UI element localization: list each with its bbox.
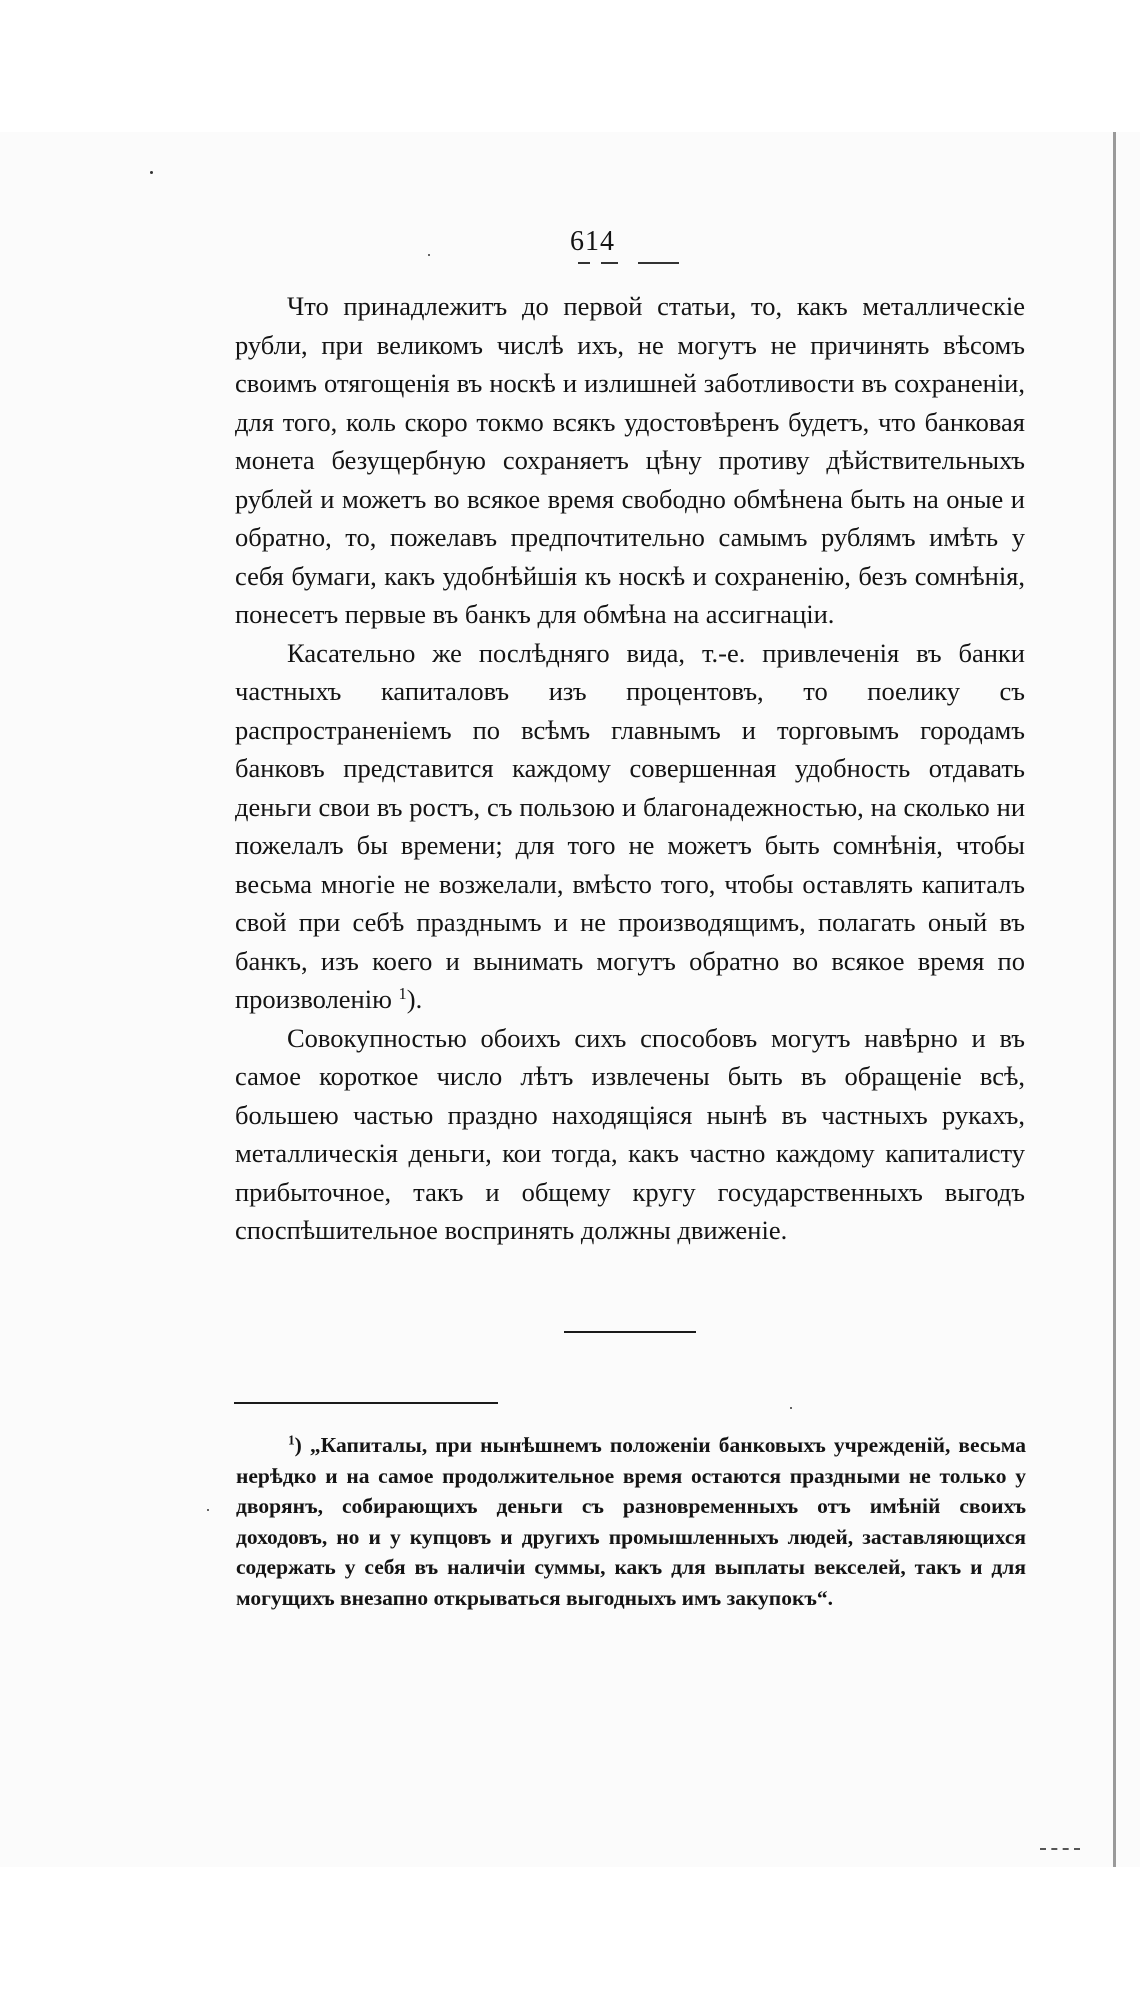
ink-speck bbox=[207, 1509, 209, 1511]
ink-speck bbox=[428, 254, 430, 256]
section-divider bbox=[564, 1331, 696, 1333]
body-text bbox=[235, 287, 1025, 1250]
edge-mark bbox=[1040, 1848, 1080, 1850]
footnote-paragraph bbox=[236, 1430, 1026, 1613]
footnote-text: „Капиталы, при нынѣшнемъ положеніи банковыхъ учрежденій, весьма нерѣдко и на самое продолжительное время остаются праздными не только у дворянъ, собирающихъ деньги съ разновременныхъ отъ имѣній своихъ доходовъ, но и у купцовъ и другихъ промышленныхъ людей, заставляющихся содержать у себя въ наличіи суммы, какъ для выплаты векселей, такъ и для могущихъ внезапно открываться выгодныхъ имъ закупокъ“. bbox=[236, 1433, 1027, 1610]
page-number-rule bbox=[638, 262, 679, 264]
footnote-marker: 1 bbox=[288, 1432, 295, 1448]
paragraph-tail: ). bbox=[406, 984, 423, 1014]
footnote-reference: 1 bbox=[398, 983, 407, 1003]
page-number-rule bbox=[601, 262, 618, 264]
paragraph-text: Что принадлежитъ до первой статьи, то, какъ металлическіе рубли, при великомъ числѣ ихъ, не могутъ не причинять вѣсомъ своимъ отягощенія въ ноcкѣ и излишней заботливости въ сохраненіи, для того, коль скоро токмо всякъ удостовѣренъ будетъ, что банковая монета безущербную сохраняетъ цѣну противу дѣйствительныхъ рублей и можетъ во всякое время свободно обмѣнена быть на оные и обратно, то, пожелавъ предпочтительно самымъ рублямъ имѣть у себя бумаги, какъ удобнѣйшія къ ноcкѣ и сохраненію, безъ сомнѣнія, понесетъ первые въ банкъ для обмѣна на ассигнаціи. bbox=[235, 291, 1025, 629]
paragraph bbox=[235, 287, 1025, 634]
paragraph-text: Касательно же послѣдняго вида, т.-е. привлеченія въ банки частныхъ капиталовъ изъ процентовъ, то поелику съ распространеніемъ по всѣмъ главнымъ и торговымъ городамъ банковъ представится каждому совершенная удобность отдавать деньги свои въ ростъ, съ пользою и благонадежностью, на сколько ни пожелалъ бы времени; для того не можетъ быть сомнѣнія, чтобы весьма многіе не возжелали, вмѣсто того, чтобы оставлять капиталъ свой при себѣ празднымъ и не производящимъ, полагать оный въ банкъ, изъ коего и вынимать могутъ обратно во всякое время по произволенію bbox=[235, 637, 1025, 1014]
paragraph-text: Совокупностью обоихъ сихъ способовъ могутъ навѣрно и въ самое короткое число лѣтъ извлечены быть въ обращеніе всѣ, большею частью праздно находящіяся нынѣ въ частныхъ рукахъ, металлическія деньги, кои тогда, какъ частно каждому капиталисту прибыточное, такъ и общему кругу государственныхъ выгодъ споспѣшительное воспринять должны движеніе. bbox=[235, 1022, 1025, 1245]
page-edge-shadow bbox=[1113, 132, 1116, 1867]
footnote-marker-tail: ) bbox=[294, 1433, 302, 1457]
page-number-rule bbox=[578, 262, 590, 264]
paragraph bbox=[235, 634, 1025, 1019]
footnote bbox=[236, 1430, 1026, 1613]
footnote-divider bbox=[234, 1402, 498, 1404]
paragraph bbox=[235, 1019, 1025, 1250]
ink-speck bbox=[790, 1407, 792, 1409]
page-number: 614 bbox=[570, 226, 615, 257]
ink-speck bbox=[150, 171, 153, 174]
